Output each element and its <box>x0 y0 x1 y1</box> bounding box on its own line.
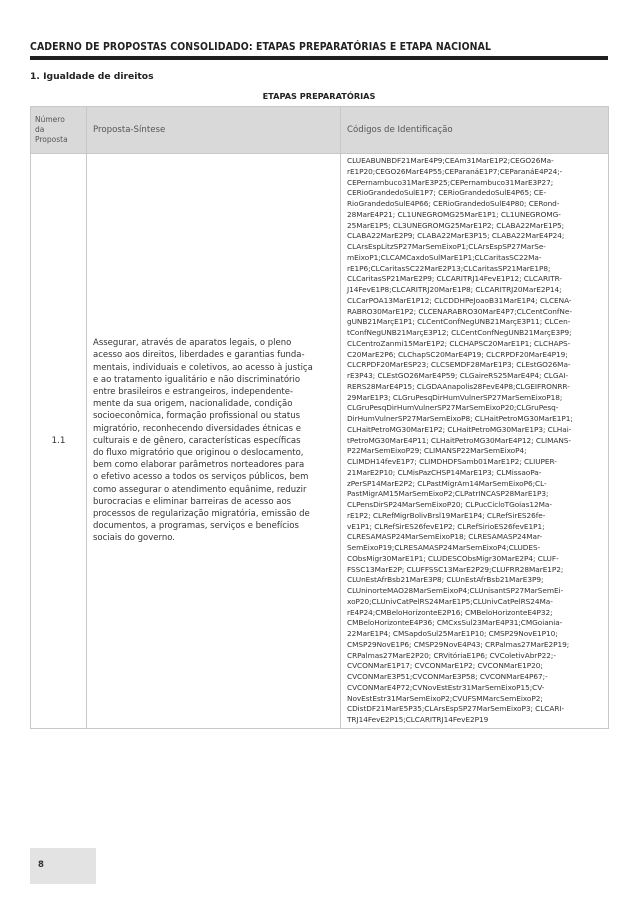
code-line: CLCRPDF20MarESP23; CLCSEMDF28MarE1P3; CLEstGO26Ma- <box>347 360 571 370</box>
code-line: tPetroMG30MarE4P11; CLHaitPetroMG30MarE4P12; CLIMANS- <box>347 435 572 445</box>
code-line: CLPensDirSP24MarSemEixoP20; CLPucCicloTGoias12Ma- <box>347 500 552 509</box>
proposal-line: e ao tratamento igualitário e não discriminatório <box>93 374 301 385</box>
code-line: CLCaritasSP21MarE2P9; CLCARITRJ14FevE1P12; CLCARITR- <box>347 274 562 284</box>
proposal-line: mentais, individuais e coletivos, ao acesso à justiça <box>93 362 313 373</box>
header-identification-codes: Códigos de Identificação <box>341 107 609 154</box>
code-line: CLArsEspLitzSP27MarSemEixoP1;CLArsEspSP27MarSe- <box>347 242 546 251</box>
code-line: 28MarE4P21; CL1UNEGROMG25MarE1P1; CL1UNEGROMG- <box>347 209 561 219</box>
code-line: CVCONMarE4P72;CVNovEstEstr31MarSemEixoP15;CV- <box>347 682 545 692</box>
header-proposal-number <box>31 107 87 154</box>
table-row <box>31 154 609 729</box>
proposal-line: acesso aos direitos, liberdades e garantias funda- <box>93 350 305 361</box>
document-header-title: CADERNO DE PROPOSTAS CONSOLIDADO: ETAPAS PREPARATÓRIAS E ETAPA NACIONAL <box>30 41 491 53</box>
code-line: TRJ14FevE2P15;CLCARITRJ14FevE2P19 <box>347 715 489 724</box>
identification-codes <box>341 154 609 729</box>
proposal-line: documentos, a programas, serviços e benefícios <box>93 521 299 532</box>
code-line: CEPernambuco31MarE3P25;CEPernambuco31MarE3P27; <box>347 177 554 187</box>
proposal-line: Assegurar, através de aparatos legais, o pleno <box>93 338 292 349</box>
code-line: zPerSP14MarE2P2; CLPastMigrAm14MarSemEixoP6;CL- <box>347 478 547 488</box>
code-line: CLUEABUNBDF21MarE4P9;CEAm31MarE1P2;CEGO26Ma- <box>347 156 554 165</box>
code-line: CMBeloHorizonteE4P36; CMCxsSul23MarE4P31;CMGoiania- <box>347 618 563 628</box>
code-line: CLUnEstAfrBsb21MarE3P8; CLUnEstAfrBsb21MarE3P9; <box>347 575 544 585</box>
code-line: CDistDF21MarE5P35;CLArsEspSP27MarSemEixoP3; CLCARI- <box>347 704 565 714</box>
code-line: RERS28MarE4P15; CLGDAAnapolis28FevE4P8;CLGEIFRONRR- <box>347 381 570 391</box>
code-line: rE1P2; CLRefMigrBolivBrsl19MarE1P4; CLRefSirES26fe- <box>347 510 546 520</box>
table-header-row <box>31 107 609 154</box>
code-line: 21MarE2P10; CLMisPazCHSP14MarE1P3; CLMissaoPa- <box>347 467 542 477</box>
code-line: rE4P24;CMBeloHorizonteE2P16; CMBeloHorizonteE4P32; <box>347 607 553 617</box>
code-line: vE1P1; CLRefSirES26fevE1P2; CLRefSirioES26fevE1P1; <box>347 521 545 531</box>
code-line: CVCONMarE1P17; CVCONMarE1P2; CVCONMarE1P20; <box>347 661 543 671</box>
proposal-line: processos de regularização migratória, emissão de <box>93 508 310 519</box>
code-line: xoP20;CLUnivCatPelRS24MarE1P5;CLUnivCatPelRS24Ma- <box>347 596 553 606</box>
code-line: 25MarE1P5; CL3UNEGROMG25MarE1P2; CLABA22MarE1P5; <box>347 220 565 230</box>
header-number-line: da <box>35 125 45 134</box>
code-line: RioGrandedoSulE4P66; CERioGrandedoSulE4P80; CERond- <box>347 199 560 208</box>
page-number-box <box>30 848 96 884</box>
code-line: CLCarPOA13MarE1P12; CLCDDHPeJoaoB31MarE1P4; CLCENA- <box>347 295 572 305</box>
code-line: CLGruPesqDirHumVulnerSP27MarSemEixoP20;CLGruPesq- <box>347 403 559 413</box>
code-line: gUNB21MarçE1P1; CLCentConfNegUNB21MarçE3P11; CLCen- <box>347 317 571 327</box>
code-line: CLHaitPetroMG30MarE1P2; CLHaitPetroMG30MarE1P3; CLHai- <box>347 424 572 434</box>
code-line: CERioGrandedoSulE1P7; CERioGrandedoSulE4P65; CE- <box>347 188 547 198</box>
header-proposal-synthesis: Proposta-Síntese <box>87 107 341 154</box>
proposal-line: do fluxo migratório que originou o deslocamento, <box>93 447 304 458</box>
code-line: CMSP29NovE1P6; CMSP29NovE4P43; CRPalmas27MarE2P19; <box>347 639 570 649</box>
code-line: CLABA22MarE2P9; CLABA22MarE3P15; CLABA22MarE4P24; <box>347 231 565 241</box>
code-line: CLRESAMASP24MarSemEixoP18; CLRESAMASP24Mar- <box>347 532 543 542</box>
proposal-line: entre brasileiros e estrangeiros, independente- <box>93 386 294 397</box>
code-line: PastMigrAM15MarSemEixoP2;CLPatrINCASP28MarE1P3; <box>347 489 549 499</box>
code-line: CVCONMarE3P51;CVCONMarE3P58; CVCONMarE4P67;- <box>347 672 548 681</box>
code-line: 22MarE1P4; CMSapdoSul25MarE1P10; CMSP29NovE1P10; <box>347 629 558 638</box>
proposal-line: o efetivo acesso a todos os serviços públicos, bem <box>93 472 309 483</box>
code-line: CObsMigr30MarE1P1; CLUDESCObsMigr30MarE2P4; CLUF- <box>347 553 559 563</box>
code-line: C20MarE2P6; CLChapSC20MarE4P19; CLCRPDF20MarE4P19; <box>347 349 568 359</box>
proposal-line: mente da sua origem, nacionalidade, condição <box>93 399 293 410</box>
code-line: CLIMDH14fevE1P7; CLIMDHDFSamb01MarE1P2; CLIUPER- <box>347 457 557 466</box>
proposal-line: bem como elaborar parâmetros norteadores para <box>93 460 305 471</box>
code-line: NovEstEstr31MarSemEixoP2;CVUFSMMarcSemEixoP2; <box>347 693 543 703</box>
proposal-line: sociais do governo. <box>93 533 176 544</box>
code-line: rE1P6;CLCaritasSC22MarE2P13;CLCaritasSP21MarE1P8; <box>347 263 551 273</box>
code-line: J14FevE1P8;CLCARITRJ20MarE1P8; CLCARITRJ20MarE2P14; <box>347 285 562 294</box>
proposal-line: como assegurar o atendimento equânime, reduzir <box>93 484 307 495</box>
proposal-line: burocracias e eliminar barreiras de acesso aos <box>93 496 292 507</box>
proposal-line: culturais e de gênero, características específicas <box>93 435 301 446</box>
code-line: mEixoP1;CLCAMCaxdoSulMarE1P1;CLCaritasSC22Ma- <box>347 252 542 262</box>
code-line: tConfNegUNB21MarçE3P12; CLCentConfNegUNB21MarçE3P9; <box>347 328 572 337</box>
table-caption: ETAPAS PREPARATÓRIAS <box>262 91 376 101</box>
page-number: 8 <box>38 860 44 870</box>
code-line: FSSC13MarE2P; CLUFFSSC13MarE2P29;CLUFRR28MarE1P2; <box>347 564 564 574</box>
code-line: CRPalmas27MarE2P20; CRVitóriaE1P6; CVColetivAbrP22;- <box>347 650 556 660</box>
header-rule <box>30 56 608 60</box>
code-line: RABRO30MarE1P2; CLCENARABRO30MarE4P7;CLCentConfNe- <box>347 306 572 316</box>
proposals-table <box>30 106 609 729</box>
proposal-line: migratório, reconhecendo diversidades étnicas e <box>93 423 301 434</box>
code-line: SemEixoP19;CLRESAMASP24MarSemEixoP4;CLUDES- <box>347 543 541 552</box>
codes-list <box>347 156 604 726</box>
code-line: rE3P43; CLEstGO26MarE4P59; CLGaireRS25MarE4P4; CLGAI- <box>347 371 569 380</box>
code-line: 29MarE1P3; CLGruPesqDirHumVulnerSP27MarSemEixoP18; <box>347 392 563 402</box>
header-number-line: Proposta <box>35 135 68 144</box>
code-line: P22MarSemEixoP29; CLIMANSP22MarSemEixoP4; <box>347 446 527 456</box>
code-line: DirHumVulnerSP27MarSemEixoP8; CLHaitPetroMG30MarE1P1; <box>347 414 573 423</box>
section-title: 1. Igualdade de direitos <box>30 71 154 82</box>
code-line: CLCentroZanmi15MarE1P2; CLCHAPSC20MarE1P1; CLCHAPS- <box>347 338 571 348</box>
header-number-line: Número <box>35 115 65 124</box>
proposal-number: 1.1 <box>31 154 87 729</box>
code-line: rE1P20;CEGO26MarE4P55;CEParanáE1P7;CEParanáE4P24;- <box>347 166 563 176</box>
proposal-line: socioeconômica, formação profissional ou status <box>93 411 301 422</box>
proposal-text <box>87 154 341 729</box>
code-line: CLUninorteMAO28MarSemEixoP4;CLUnisantSP27MarSemEi- <box>347 586 564 595</box>
